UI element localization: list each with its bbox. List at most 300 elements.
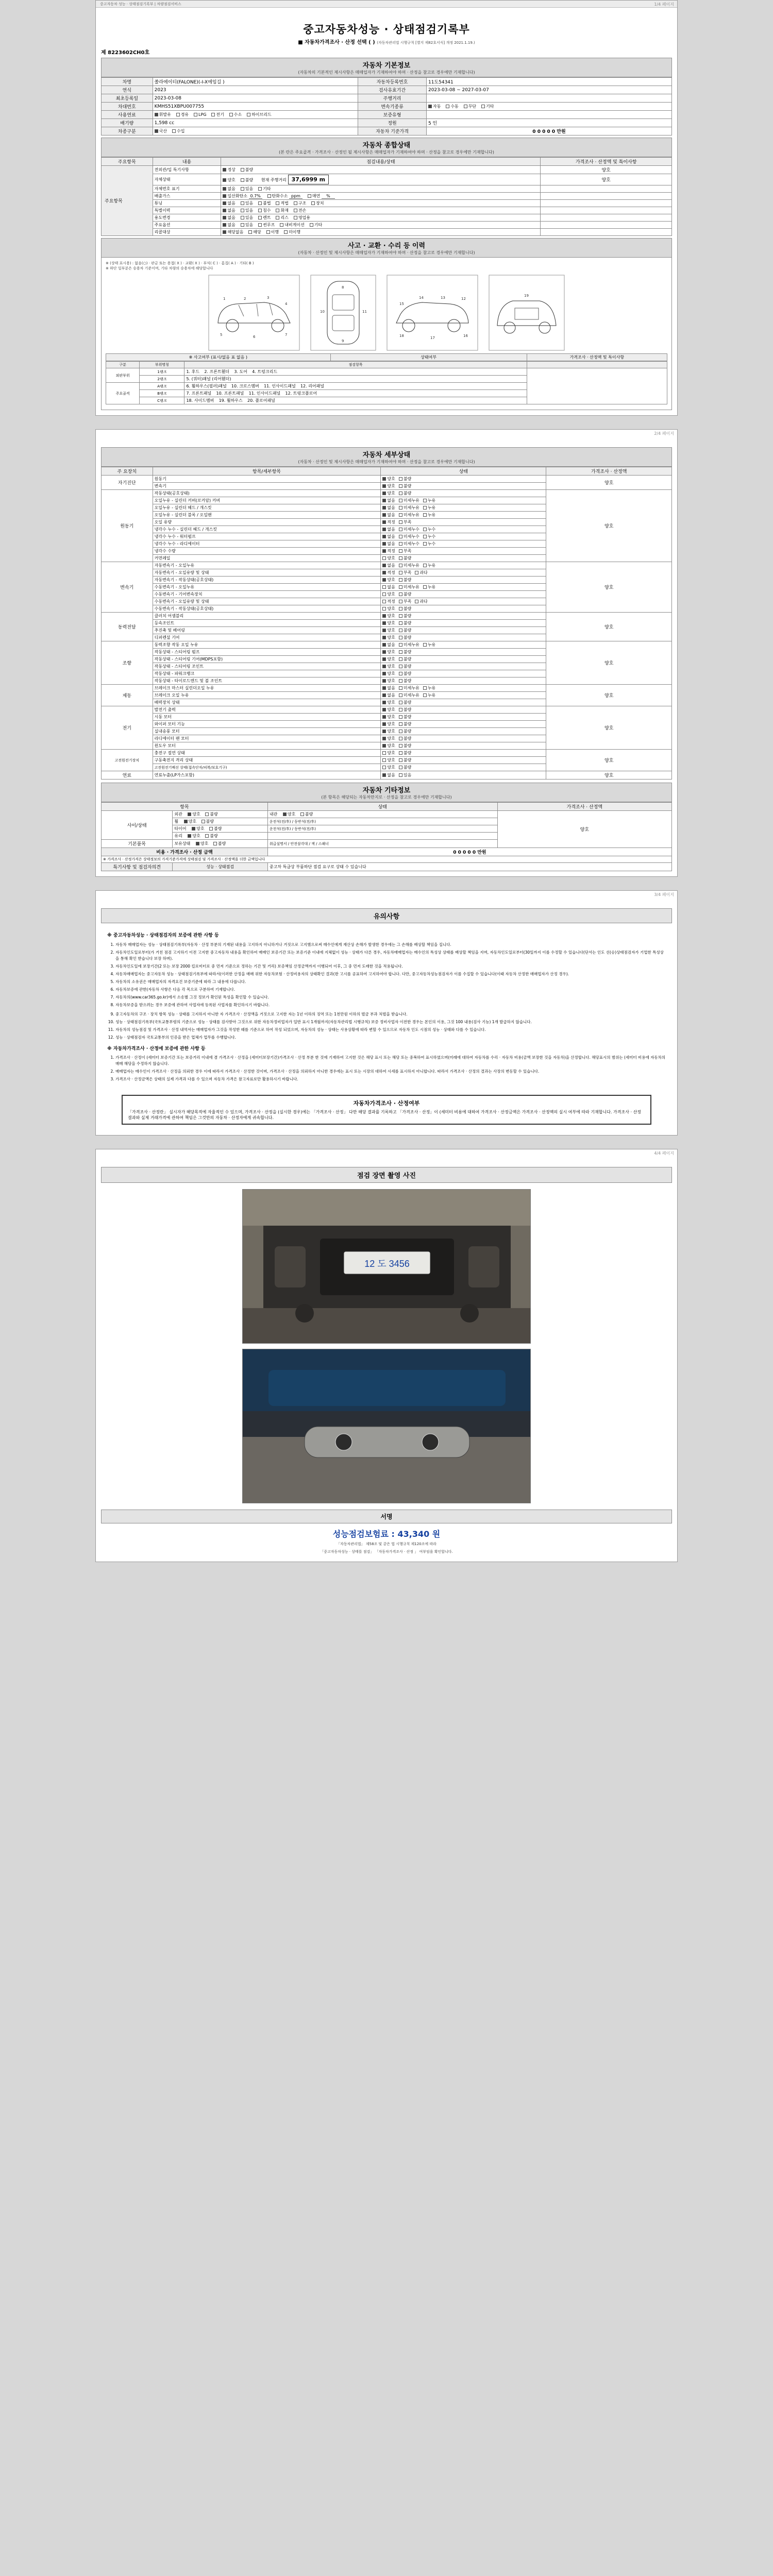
table-row: 작동상태 - 타이로드엔드 및 볼 조인트 양호 불량 bbox=[102, 677, 672, 685]
svg-text:11: 11 bbox=[362, 310, 367, 314]
checkbox-bad[interactable] bbox=[399, 607, 402, 611]
checkbox-none[interactable] bbox=[382, 686, 386, 690]
table-row: 배출가스 일산화탄소 0.7% 탄화수소 ppm 매연 % bbox=[102, 193, 672, 200]
total-price-note: ※ 가격조사 · 산정가격은 상태정보의 가격기준가격에 상태점검 및 가격조사 · 산정액을 더한 금액입니다 bbox=[102, 856, 672, 863]
table-header-row: 주 요장치 항목/세부항목 상태 가격조사 · 산정액 bbox=[102, 467, 672, 476]
checkbox-good[interactable] bbox=[382, 679, 386, 683]
checkbox-good[interactable] bbox=[382, 484, 386, 488]
checkbox-bad[interactable] bbox=[399, 737, 402, 740]
checkbox-good[interactable] bbox=[382, 492, 386, 495]
checkbox-cvt[interactable] bbox=[464, 105, 467, 108]
table-row: 오일누유 - 실린더 블록 / 오일팬 없음 미세누유 누유 bbox=[102, 512, 672, 519]
checkbox-minor-leak[interactable] bbox=[399, 585, 402, 589]
table-row: 2랭크 5. (쿼터)패널 (리어휀더) bbox=[106, 376, 667, 383]
inspection-insurance-fee: 성능점검보험료 : 43,340 원 bbox=[332, 1529, 441, 1539]
checkbox-leak[interactable] bbox=[423, 506, 427, 510]
notice-list-1 bbox=[115, 942, 666, 1008]
signature-band: 서명 bbox=[101, 1510, 672, 1523]
checkbox-insufficient[interactable] bbox=[399, 549, 402, 553]
checkbox-none[interactable] bbox=[223, 216, 226, 219]
table-row: 오일누유 - 실린더 헤드 / 개스킷 없음 미세누유 누유 bbox=[102, 504, 672, 512]
table-row: 전기 발전기 출력 양호 불량 양호 bbox=[102, 706, 672, 714]
checkbox-adequate[interactable] bbox=[382, 520, 386, 524]
other-table bbox=[101, 802, 672, 871]
checkbox-commercial[interactable] bbox=[294, 216, 297, 219]
checkbox-minor-leak[interactable] bbox=[399, 513, 402, 517]
table-row: 휠 양호 불량 운전석(전/후) / 동반석(전/후) bbox=[102, 818, 672, 825]
inspection-photo-1[interactable] bbox=[242, 1189, 531, 1344]
checkbox-bad[interactable] bbox=[209, 827, 213, 831]
emission-cell: 일산화탄소 0.7% 탄화수소 ppm 매연 % bbox=[221, 193, 541, 200]
mileage-value: 37,6999 m bbox=[288, 175, 329, 184]
checkbox-bad[interactable] bbox=[241, 178, 244, 182]
checkbox-good[interactable] bbox=[382, 701, 386, 704]
list-item: 4. 자동차매매업자는 중고자동차 성능 · 상태점검기록부에 따라서(이러한 산정을 매매 위한 자동차보험 · 산정비용자의 상태확인 결과(판 고시를 공표하여 고지하여야 합니다. 다만, 중고자동차성능점검자가 이를 수집할 수 있습니다(이때 자동차 산정한 매매업자가 산정 경우). bbox=[115, 971, 666, 977]
svg-text:10: 10 bbox=[320, 310, 325, 314]
table-row: 주요골격 A랭크 6. 휠하우스(필러)패널 10. 크로스멤버 11. 인사이드패널 12. 리어패널 bbox=[106, 383, 667, 390]
checkbox-good[interactable] bbox=[382, 657, 386, 661]
checkbox-good[interactable] bbox=[382, 708, 386, 711]
checkbox-good[interactable] bbox=[382, 477, 386, 481]
checkbox-lpg[interactable] bbox=[194, 113, 197, 116]
checkbox-bad[interactable] bbox=[241, 168, 244, 172]
table-row: 제동 브레이크 마스터 실린더오일 누유 없음 미세누유 누유 양호 bbox=[102, 685, 672, 692]
table-row: 시동 모터 양호 불량 bbox=[102, 714, 672, 721]
table-row: 수동변속기 - 오일누유 없음 미세누유 누유 bbox=[102, 584, 672, 591]
accident-note-1: ※ (상태 표시용) : 없음(○) · 판금 또는 용접( X ) · 교환( X ) · 부식( C ) · 흠집( A ) · 기타( B ) bbox=[106, 261, 254, 265]
overall-row-0-note: 양호 bbox=[541, 166, 672, 174]
svg-text:14: 14 bbox=[419, 296, 424, 300]
table-row: 차종구분 국산 수입 자동차 기준가격 0 0 0 0 0 만원 bbox=[102, 127, 672, 135]
table-row: B랭크 7. 프론트패널 10. 프론트패널 11. 인사이드패널 12. 트렁크플로어 bbox=[106, 390, 667, 397]
checkbox-leak[interactable] bbox=[423, 513, 427, 517]
checkbox-minor-leak[interactable] bbox=[399, 499, 402, 502]
table-row: 오일누유 - 실린더 커버(로커암) 커버 없음 미세누유 누유 bbox=[102, 497, 672, 504]
svg-text:17: 17 bbox=[430, 336, 435, 341]
checkbox-etc[interactable] bbox=[310, 223, 313, 227]
table-row: 유리 양호 불량 bbox=[102, 833, 672, 840]
checkbox-manual[interactable] bbox=[446, 105, 449, 108]
checkbox-leak[interactable] bbox=[423, 643, 427, 647]
checkbox-bad[interactable] bbox=[399, 672, 402, 675]
overall-row-0-state: 정상 불량 bbox=[221, 166, 541, 174]
checkbox-none[interactable] bbox=[382, 506, 386, 510]
list-item: 10. 성능 · 상태점검기록부(국토교통부령의 기준으로 성능 · 상태를 검사받아 그것으로 위한 자동차정비업자가 일반 표시 1개월까지(자동차관리법 시행규칙) 보증 정비사업자 이전한 경우는 본인의 이용, 그것 100 내용(검사 기능) 1개 발급하지 않습니다. bbox=[115, 1019, 666, 1025]
table-row: 원동기 작동상태(공호상태) 양호 불량 양호 bbox=[102, 490, 672, 497]
notice-title: 유의사항 bbox=[101, 908, 672, 923]
list-item: 6. 자동차보증에 관한(자동차 사항은 다음 각 목으로 구분하여 기재합니다. bbox=[115, 987, 666, 993]
table-row: 작동상태 - 파워크랭크 양호 불량 bbox=[102, 670, 672, 677]
photo-1-graphic bbox=[243, 1190, 531, 1344]
svg-text:15: 15 bbox=[399, 302, 404, 307]
checkbox-adequate[interactable] bbox=[382, 571, 386, 574]
transmission-options: 자동 수동 무단 기타 bbox=[426, 103, 671, 111]
table-row: 작동상태 - 스티어링 펌프 양호 불량 bbox=[102, 649, 672, 656]
checkbox-good[interactable] bbox=[382, 556, 386, 560]
checkbox-none[interactable] bbox=[382, 585, 386, 589]
table-row: 브레이크 오일 누유 없음 미세누유 누유 bbox=[102, 692, 672, 699]
checkbox-bad[interactable] bbox=[399, 556, 402, 560]
document-subtitle: ■ 자동차가격조사 · 산정 선택 ( ) (자동차관리법 시행규칙 [별지 제82호서식] 개정 2021.1.19.) bbox=[298, 40, 475, 45]
checkbox-electric[interactable] bbox=[211, 113, 215, 116]
checkbox-minor-leak[interactable] bbox=[399, 686, 402, 690]
checkbox-insufficient[interactable] bbox=[399, 520, 402, 524]
table-row: 주요옵션 없음 있음 썬루프 내비게이션 기타 bbox=[102, 222, 672, 229]
notice-list-2 bbox=[115, 1011, 666, 1041]
declaration-title: 자동차가격조사 · 산정여부 bbox=[353, 1100, 420, 1107]
footnote-line-1: 「자동차관리법」 제58조 및 같은 법 시행규칙 제120조에 따라 bbox=[337, 1542, 436, 1547]
overall-table bbox=[101, 157, 672, 236]
checkbox-bad[interactable] bbox=[399, 621, 402, 625]
checkbox-none[interactable] bbox=[382, 693, 386, 697]
checkbox-good[interactable] bbox=[192, 827, 195, 831]
checkbox-bad[interactable] bbox=[399, 758, 402, 762]
car-diagrams bbox=[106, 274, 667, 351]
table-header-row: 구분 부위명칭 점검항목 bbox=[106, 362, 667, 368]
basic-info-table bbox=[101, 77, 672, 135]
notice-heading-1: ※ 중고자동차성능 · 상태점검자의 보증에 관한 사항 등 bbox=[107, 933, 219, 939]
checkbox-bad[interactable] bbox=[399, 492, 402, 495]
table-row: 냉각수 누수 - 워터펌프 없음 미세누수 누수 bbox=[102, 533, 672, 540]
page-3 bbox=[95, 890, 678, 1136]
list-item: 2. 매매업자는 매수인이 가격조사 · 산정을 의뢰한 경우 이에 따라서 가격조사 · 산정한 것이며, 가격조사 · 산정을 의뢰하지 아니한 경우에는 표시 또는 시장의 대하여 시세를 표시하지 아니합니다. 따라서 가격조사 · 산정의 결과는 사장의 변동할 수 있습니다. bbox=[115, 1069, 666, 1075]
table-row: 연식 2023 검사유효기간 2023-03-08 ~ 2027-03-07 bbox=[102, 86, 672, 94]
svg-text:5: 5 bbox=[220, 333, 223, 337]
checkbox-bad[interactable] bbox=[399, 614, 402, 618]
page-2 bbox=[95, 429, 678, 877]
checkbox-navigation[interactable] bbox=[280, 223, 283, 227]
checkbox-good[interactable] bbox=[382, 607, 386, 611]
table-row: 사이/상태 외관 양호 불량 내관 양호 불량 양호 bbox=[102, 811, 672, 818]
checkbox-leak[interactable] bbox=[423, 542, 427, 546]
checkbox-fire[interactable] bbox=[276, 209, 279, 212]
checkbox-exist[interactable] bbox=[241, 216, 244, 219]
checkbox-good[interactable] bbox=[188, 812, 191, 816]
checkbox-total-loss[interactable] bbox=[294, 209, 297, 212]
svg-text:18: 18 bbox=[399, 334, 404, 338]
checkbox-exist[interactable] bbox=[241, 209, 244, 212]
checkbox-none[interactable] bbox=[223, 209, 226, 212]
checkbox-bad[interactable] bbox=[300, 812, 304, 816]
checkbox-none[interactable] bbox=[382, 773, 386, 777]
checkbox-bad[interactable] bbox=[399, 578, 402, 582]
checkbox-bad[interactable] bbox=[201, 820, 205, 823]
list-item: 5. 자동차의 소유권은 매매업자의 자격요건 보증기준에 따라 그 내용에 다릅니다. bbox=[115, 979, 666, 985]
checkbox-smoke[interactable] bbox=[308, 194, 311, 198]
checkbox-excess[interactable] bbox=[415, 600, 418, 603]
checkbox-none[interactable] bbox=[382, 513, 386, 517]
table-header-row: ※ 사고여부 (표시/없음 표 없음 ) 상태여부 가격조사 · 산정액 및 특이사항 bbox=[106, 354, 667, 361]
checkbox-hydrogen[interactable] bbox=[229, 113, 233, 116]
checkbox-bad[interactable] bbox=[399, 679, 402, 683]
checkbox-good[interactable] bbox=[223, 178, 226, 182]
checkbox-bad[interactable] bbox=[399, 484, 402, 488]
checkbox-flood[interactable] bbox=[258, 209, 262, 212]
table-row: 자동변속기 - 오일유량 및 상태 적정 부족 과다 bbox=[102, 569, 672, 577]
checkbox-diesel[interactable] bbox=[176, 113, 180, 116]
checkbox-good[interactable] bbox=[382, 621, 386, 625]
page-1 bbox=[95, 0, 678, 416]
checkbox-leak[interactable] bbox=[423, 686, 427, 690]
checkbox-bad[interactable] bbox=[399, 701, 402, 704]
checkbox-bad[interactable] bbox=[399, 650, 402, 654]
checkbox-exist[interactable] bbox=[241, 187, 244, 191]
table-row: 변속기 자동변속기 - 오일누유 없음 미세누유 누유 양호 bbox=[102, 562, 672, 569]
table-row: C랭크 18. 사이드멤버 19. 휠하우스 20. 플로어패널 bbox=[106, 397, 667, 404]
checkbox-applicable[interactable] bbox=[248, 230, 252, 234]
checkbox-bad[interactable] bbox=[399, 629, 402, 632]
table-row: 차대번호 KMHS51XBPU007755 변속기종류 자동 수동 무단 기타 bbox=[102, 103, 672, 111]
checkbox-adequate[interactable] bbox=[382, 549, 386, 553]
checkbox-illegal[interactable] bbox=[258, 201, 262, 205]
table-row: 자기진단 원동기 양호 불량 양호 bbox=[102, 476, 672, 483]
checkbox-lease[interactable] bbox=[276, 216, 279, 219]
svg-text:1: 1 bbox=[223, 297, 226, 301]
checkbox-none[interactable] bbox=[223, 223, 226, 227]
svg-text:7: 7 bbox=[285, 333, 288, 337]
checkbox-none[interactable] bbox=[382, 528, 386, 531]
checkbox-co[interactable] bbox=[223, 194, 226, 198]
checkbox-auto[interactable] bbox=[428, 105, 432, 108]
checkbox-not-done[interactable] bbox=[284, 230, 288, 234]
page-corner-label: 1/4 페이지 bbox=[654, 2, 674, 7]
table-row: 윈도우 모터 양호 불량 bbox=[102, 742, 672, 750]
checkbox-hybrid[interactable] bbox=[247, 113, 250, 116]
checkbox-adequate[interactable] bbox=[382, 600, 386, 603]
checkbox-device[interactable] bbox=[311, 201, 315, 205]
checkbox-leak[interactable] bbox=[423, 499, 427, 502]
accident-price-note bbox=[527, 368, 667, 404]
checkbox-bad[interactable] bbox=[399, 722, 402, 726]
checkbox-none[interactable] bbox=[382, 564, 386, 567]
notice-heading-2: ※ 자동차가격조사 · 산정에 보증에 관한 사항 등 bbox=[107, 1046, 206, 1052]
checkbox-minor-leak[interactable] bbox=[399, 693, 402, 697]
table-row: 수동변속기 - 기어변속장치 양호 불량 bbox=[102, 591, 672, 598]
checkbox-minor-leak[interactable] bbox=[399, 542, 402, 546]
accident-diagram bbox=[101, 258, 672, 410]
checkbox-not-applicable[interactable] bbox=[223, 230, 226, 234]
checkbox-excess[interactable] bbox=[415, 571, 418, 574]
list-item: 3. 자동차인도일에 보장기간(2 또는 보장 2000 킬로미터로 중 먼저 기준으로 정하는 기간 및 거리) 보증책임 산정금액까지 이행되어 이후, 그 중 먼저 도래한 것을 적용됩니다. bbox=[115, 963, 666, 970]
photo-list bbox=[101, 1183, 672, 1510]
checkbox-exist[interactable] bbox=[241, 201, 244, 205]
checkbox-etc[interactable] bbox=[481, 105, 485, 108]
checkbox-good[interactable] bbox=[382, 592, 386, 596]
checkbox-leak[interactable] bbox=[423, 528, 427, 531]
checkbox-rental[interactable] bbox=[258, 216, 262, 219]
checkbox-structure[interactable] bbox=[294, 201, 297, 205]
svg-text:3: 3 bbox=[267, 296, 270, 300]
checkbox-bad[interactable] bbox=[205, 812, 209, 816]
checkbox-good[interactable] bbox=[382, 758, 386, 762]
table-row: 주요항목 전외관/입 특기사항 정상 불량 양호 bbox=[102, 166, 672, 174]
checkbox-gasoline[interactable] bbox=[155, 113, 158, 116]
opinion-text: 중고차 특급상 부품하단 점검 요구로 상태 수 있습니다 bbox=[267, 863, 671, 871]
checkbox-bad[interactable] bbox=[399, 766, 402, 769]
checkbox-bad[interactable] bbox=[399, 751, 402, 755]
checkbox-none[interactable] bbox=[223, 201, 226, 205]
checkbox-good[interactable] bbox=[382, 614, 386, 618]
checkbox-exist[interactable] bbox=[399, 773, 402, 777]
checkbox-good[interactable] bbox=[382, 730, 386, 733]
checkbox-bad[interactable] bbox=[399, 657, 402, 661]
accident-summary-table bbox=[106, 353, 667, 361]
table-row: 사용연료 휘발유 경유 LPG 전기 수소 하이브리드 보증유형 bbox=[102, 111, 672, 119]
table-header-row: 주요항목 내용 점검내용/상태 가격조사 · 산정액 및 특이사항 bbox=[102, 158, 672, 166]
checkbox-bad[interactable] bbox=[213, 842, 217, 845]
table-row: 와이퍼 모터 기능 양호 불량 bbox=[102, 721, 672, 728]
checkbox-good[interactable] bbox=[382, 636, 386, 639]
checkbox-good[interactable] bbox=[188, 834, 191, 838]
table-row: 동력전달 클러치 어셈블리 양호 불량 양호 bbox=[102, 613, 672, 620]
detail-table bbox=[101, 467, 672, 779]
checkbox-none[interactable] bbox=[382, 499, 386, 502]
checkbox-normal[interactable] bbox=[223, 168, 226, 172]
svg-text:19: 19 bbox=[524, 294, 529, 298]
table-row: 특별이력 없음 있음 침수 화재 전손 bbox=[102, 207, 672, 214]
checkbox-good[interactable] bbox=[196, 842, 199, 845]
checkbox-bad[interactable] bbox=[399, 636, 402, 639]
table-row: 최초등록일 2023-03-08 주행거리 bbox=[102, 94, 672, 103]
checkbox-good[interactable] bbox=[382, 650, 386, 654]
checkbox-good[interactable] bbox=[382, 715, 386, 719]
svg-text:12: 12 bbox=[461, 297, 466, 301]
checkbox-bad[interactable] bbox=[399, 715, 402, 719]
checkbox-good[interactable] bbox=[382, 766, 386, 769]
kind-options: 국산 수입 bbox=[153, 127, 358, 135]
page-topbar bbox=[96, 1, 677, 8]
list-item: 11. 자동차의 성능점검 및 가격조사 · 산정 내역서는 매매업자가 그것을 작성한 때를 기준으로 하여 작성 되었으며, 자동차의 성능 · 상태는 사용상황에 따라 변할 수 있으므로 자동차 인도 시점의 성능 · 상태와 다를 수 있습니다. bbox=[115, 1027, 666, 1033]
table-row: 변속기 양호 불량 bbox=[102, 483, 672, 490]
page-corner-label: 2/4 페이지 bbox=[654, 431, 674, 436]
svg-text:12 도 3456: 12 도 3456 bbox=[364, 1259, 410, 1269]
checkbox-good[interactable] bbox=[382, 629, 386, 632]
checkbox-good[interactable] bbox=[382, 672, 386, 675]
checkbox-leak[interactable] bbox=[423, 585, 427, 589]
table-row: 실내송풍 모터 양호 불량 bbox=[102, 728, 672, 735]
table-row: 냉각수 누수 - 라디에이터 없음 미세누수 누수 bbox=[102, 540, 672, 548]
table-row: 수동변속기 - 오일유량 및 상태 적정 부족 과다 bbox=[102, 598, 672, 605]
notice-list-3 bbox=[115, 1055, 666, 1082]
checkbox-good[interactable] bbox=[283, 812, 287, 816]
table-row: 수동변속기 - 작동상태(공호상태) 양호 불량 bbox=[102, 605, 672, 613]
checkbox-none[interactable] bbox=[382, 542, 386, 546]
svg-text:13: 13 bbox=[441, 296, 445, 300]
car-top-diagram bbox=[310, 274, 377, 351]
list-item: 7. 자동차의(www.car365.go.kr)에서 소송별 그것 정보가 확인된 특성을 확인할 수 있습니다. bbox=[115, 994, 666, 1001]
checkbox-good[interactable] bbox=[382, 578, 386, 582]
checkbox-bad[interactable] bbox=[205, 834, 209, 838]
page-corner-label: 3/4 페이지 bbox=[654, 892, 674, 897]
checkbox-bad[interactable] bbox=[399, 730, 402, 733]
checkbox-good[interactable] bbox=[382, 737, 386, 740]
table-row: 추진축 및 베어링 양호 불량 bbox=[102, 627, 672, 634]
checkbox-done[interactable] bbox=[266, 230, 270, 234]
table-row: 배기량 1,598 cc 정원 5 인 bbox=[102, 119, 672, 127]
checkbox-good[interactable] bbox=[382, 665, 386, 668]
checkbox-hc[interactable] bbox=[267, 194, 271, 198]
inspection-photo-2[interactable] bbox=[242, 1349, 531, 1503]
checkbox-minor-leak[interactable] bbox=[399, 506, 402, 510]
checkbox-bad[interactable] bbox=[399, 744, 402, 748]
table-row: 용도변경 없음 있음 렌트 리스 영업용 bbox=[102, 214, 672, 222]
list-item: 2. 자동차인도일로부터(가 거친 점검 고지하기 이전 고지한 중고자동차 내용을 확인하여 매매인 보증기간 또는 보증기준 이내에 지체없이 성능 · 상태가 다른 경우, 자동차매매업자는 매수인의 특성상 상태를 배상할 책임을 지며, 자동차인도일로부터(30일까지 이를 수정할 수 있습니다(단서는 인도 선(승)상태점검자가 기업한 특성상을 통해 확인 받습니다 보장 하며). bbox=[115, 950, 666, 962]
svg-text:4: 4 bbox=[285, 302, 288, 307]
checkbox-etc[interactable] bbox=[258, 187, 262, 191]
checkbox-insufficient[interactable] bbox=[399, 600, 402, 603]
list-item: 1. 가격조사 · 산정이 (세미터 보증기간 또는 보증거리 이내에 겸 가격조사 · 산정을 (세미터보장기간)가격조사 · 산정 부분 한 것에 기재하여 고지한 것은 해당 표시 또는 해당 또는 중복하여 표시하였으며(미래에 대하여 자동차를 수리 · 자동차 비용(금액 보장한 것을 자동차)을 산정합니다. 해당표시의 범위는 (세미터 비용에 자동차의 매매 해당을 수정하지 않습니다. bbox=[115, 1055, 666, 1067]
svg-text:8: 8 bbox=[342, 285, 344, 290]
table-row: 디퍼렌셜 기어 양호 불량 bbox=[102, 634, 672, 641]
table-row: 자체상태 양호 불량 현재 주행거리 37,6999 m 양호 bbox=[102, 174, 672, 185]
list-item: 8. 자동차보증을 받으려는 경우 보증에 관하여 사업자에 등록된 사업자를 확인하시기 바랍니다. bbox=[115, 1002, 666, 1008]
table-row: 냉각수 누수 - 실린더 헤드 / 개스킷 없음 미세누수 누수 bbox=[102, 526, 672, 533]
table-row: 작동상태 - 스티어링 기어(MDPS포함) 양호 불량 bbox=[102, 656, 672, 663]
checkbox-good[interactable] bbox=[184, 820, 188, 823]
checkbox-bad[interactable] bbox=[399, 708, 402, 711]
checkbox-minor-leak[interactable] bbox=[399, 643, 402, 647]
table-row: 비용 · 가격조사 · 산정 금액 0 0 0 0 0 만원 bbox=[102, 848, 672, 856]
checkbox-none[interactable] bbox=[382, 643, 386, 647]
basic-info-note: (자동차의 기본적인 제시사항은 매매업자가 기재하여야 하며 · 산정을 참고로 경우에만 기재합니다) bbox=[298, 70, 475, 75]
svg-text:2: 2 bbox=[244, 297, 246, 301]
table-row: 커먼레일 양호 불량 bbox=[102, 555, 672, 562]
checkbox-leak[interactable] bbox=[423, 535, 427, 538]
accident-note-2: ※ 하단 일부분은 승용차 기준이며, 기타 차량의 승용차에 해당합니다 bbox=[106, 266, 213, 271]
checkbox-good[interactable] bbox=[382, 744, 386, 748]
checkbox-leak[interactable] bbox=[423, 564, 427, 567]
total-price-value: 0 0 0 0 0 만원 bbox=[267, 848, 671, 856]
checkbox-bad[interactable] bbox=[399, 592, 402, 596]
table-row: 고전원전기장치 충전구 절연 상태 양호 불량 양호 bbox=[102, 750, 672, 757]
checkbox-good[interactable] bbox=[382, 722, 386, 726]
car-rear-diagram bbox=[488, 274, 565, 351]
checkbox-imported[interactable] bbox=[172, 129, 176, 133]
table-row: 특기사항 및 점검자의견 성능 · 상태점검 중고차 특급상 부품하단 점검 요구로 상태 수 있습니다 bbox=[102, 863, 672, 871]
declaration-text: 「가격조사 · 산정란」 실시자가 해당목적에 자율적인 수 있으며, 가격조사 · 산정을 (실시한 경우)에는 「가격조사 · 산정」 다만 해당 결과를 기록하고 「가격조사 · 산정」이 (세미터 비용에 대하여 가격조사 · 산정금액은 가격조사 · 산정액의 실시 여부에 따라 기재합니다. 가격조사 · 산정 결과와 실제 거래가격에 관하여 책임은 그것만의 자동차 · 산정자에게 귀속합니다. bbox=[128, 1110, 642, 1121]
checkbox-none[interactable] bbox=[382, 535, 386, 538]
document-title: 중고자동차성능 · 상태점검기록부 bbox=[303, 23, 470, 36]
table-row: 자동변속기 - 작동상태(공호상태) 양호 불량 bbox=[102, 577, 672, 584]
checkbox-domestic[interactable] bbox=[155, 129, 158, 133]
checkbox-bad[interactable] bbox=[399, 665, 402, 668]
list-item: 3. 가격조사 · 산정금액은 상태의 실제 가격과 다를 수 있으며 자동차 가격은 참고자료로만 활용하시기 바랍니다. bbox=[115, 1076, 666, 1082]
checkbox-none[interactable] bbox=[223, 187, 226, 191]
checkbox-leak[interactable] bbox=[423, 693, 427, 697]
car-side-right-diagram bbox=[386, 274, 479, 351]
table-row: 타이어 양호 불량 운전석(전/후) / 동반석(전/후) bbox=[102, 825, 672, 833]
checkbox-good[interactable] bbox=[382, 751, 386, 755]
checkbox-minor-leak[interactable] bbox=[399, 528, 402, 531]
list-item: 12. 성능 · 상태점검자 국토교통부의 인증을 받은 업체가 업무를 수행합니다. bbox=[115, 1035, 666, 1041]
checkbox-insufficient[interactable] bbox=[399, 571, 402, 574]
photo-2-graphic bbox=[243, 1349, 531, 1503]
overall-mileage-cell: 양호 불량 현재 주행거리 37,6999 m bbox=[221, 174, 541, 185]
checkbox-bad[interactable] bbox=[399, 477, 402, 481]
table-row: 오일 유량 적정 부족 bbox=[102, 519, 672, 526]
table-row: 연료 연료누출(LP가스포함) 없음 있음 양호 bbox=[102, 771, 672, 779]
table-row: 구동축전지 격리 상태 양호 불량 bbox=[102, 757, 672, 764]
checkbox-exist[interactable] bbox=[241, 223, 244, 227]
overall-band: 자동차 종합상태 (본 란은 주요골격 · 가격조사 · 산정인 될 제시사항은 매매업자가 기재하여야 하며 · 산정을 참고로 경우에만 기재합니다) bbox=[101, 138, 672, 157]
checkbox-legal[interactable] bbox=[276, 201, 279, 205]
checkbox-minor-leak[interactable] bbox=[399, 564, 402, 567]
checkbox-minor-leak[interactable] bbox=[399, 535, 402, 538]
photo-section-title: 점검 장면 촬영 사진 bbox=[101, 1167, 672, 1183]
checkbox-sunroof[interactable] bbox=[258, 223, 262, 227]
list-item: 1. 자동차 매매업자는 성능 · 상태점검기록부(자동차 · 산정 부분의 기재된 내용을 고지하지 아니하거나 거짓으로 고지했으로써 매수인에게 재산상 손해가 발생한 경우에는 그 손해를 배상할 책임을 집니다. bbox=[115, 942, 666, 948]
table-row bbox=[102, 856, 672, 863]
